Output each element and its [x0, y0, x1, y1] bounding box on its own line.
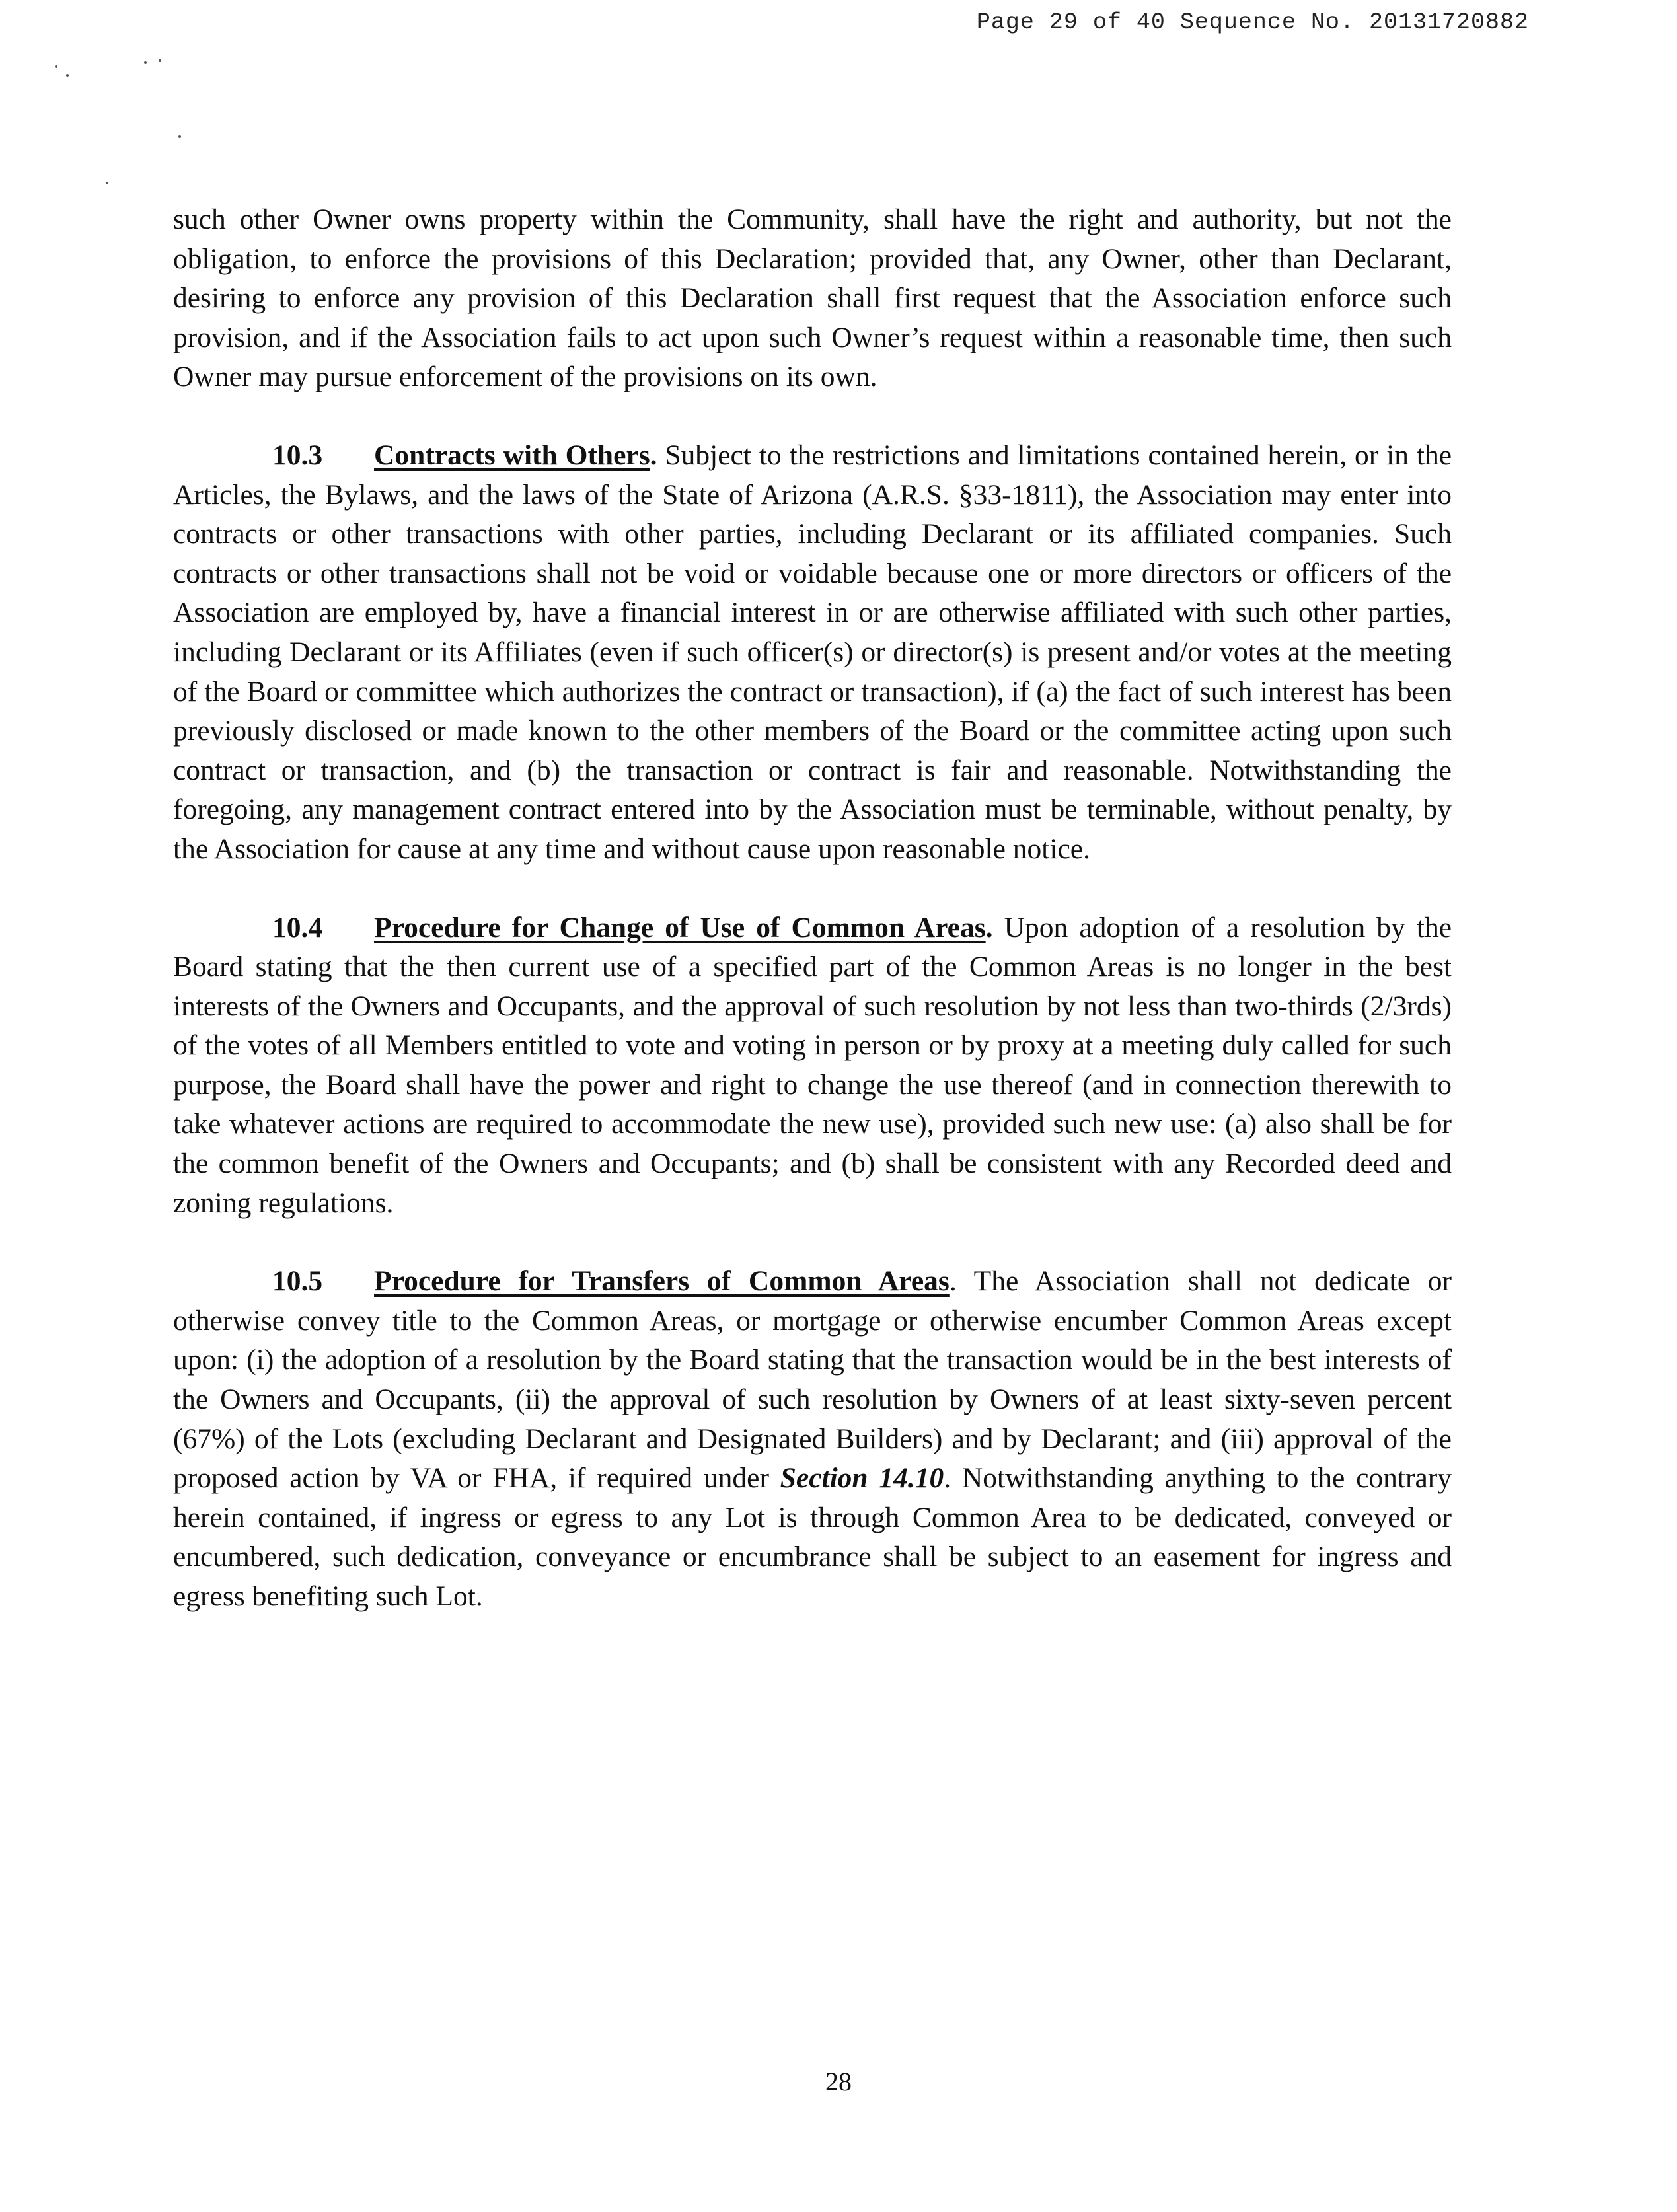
scan-speck	[178, 135, 181, 138]
page-header: Page 29 of 40 Sequence No. 20131720882	[976, 9, 1529, 36]
section-reference: Section 14.10	[780, 1462, 944, 1494]
section-title-period: .	[985, 911, 993, 943]
section-text: . Notwithstanding anything to the contrary herein contained, if ingress or egress to any Lot is through Common Area to be dedicated, conveyed or encumbered, such dedication, conveyance or encumbrance shall be subject to an easement for ingress and egress benefiting such Lot.	[173, 1462, 1452, 1612]
scan-speck	[159, 59, 161, 62]
section-number: 10.5	[272, 1265, 323, 1298]
paragraph-continuation	[173, 200, 1452, 397]
scan-speck	[106, 182, 108, 184]
scan-speck	[66, 74, 69, 77]
paragraph-text: such other Owner owns property within the Community, shall have the right and authority, but not the obligation, to enforce the provisions of this Declaration; provided that, any Owner, other than Declarant, desiring to enforce any provision of this Declaration shall first request that the Association enforce such provision, and if the Association fails to act upon such Owner’s request within a reasonable time, then such Owner may pursue enforcement of the provisions on its own.	[173, 203, 1452, 393]
section-text: Subject to the restrictions and limitations contained herein, or in the Articles, the Bylaws, and the laws of the State of Arizona (A.R.S. §33-1811), the Association may enter into contracts or other transactions with other parties, including Declarant or its affiliated companies. Such contracts or other transactions shall not be void or voidable because one or more directors or officers of the Association are employed by, have a financial interest in or are otherwise affiliated with such other parties, including Declarant or its Affiliates (even if such officer(s) or director(s) is present and/or votes at the meeting of the Board or committee which authorizes the contract or transaction), if (a) the fact of such interest has been previously disclosed or made known to the other members of the Board or the committee acting upon such contract or transaction, and (b) the transaction or contract is fair and reasonable. Notwithstanding the foregoing, any management contract entered into by the Association must be terminable, without penalty, by the Association for cause at any time and without cause upon reasonable notice.	[173, 439, 1452, 865]
section-number: 10.3	[272, 439, 323, 471]
scan-speck	[144, 61, 147, 64]
section-title: Procedure for Transfers of Common Areas	[374, 1265, 950, 1298]
page-number: 28	[825, 2067, 852, 2096]
section-title: Procedure for Change of Use of Common Areas	[374, 911, 986, 943]
section-title-period: .	[949, 1265, 957, 1298]
section-10-5	[173, 1262, 1452, 1616]
section-title-period: .	[650, 439, 657, 471]
section-title: Contracts with Others	[374, 439, 650, 471]
section-number: 10.4	[272, 911, 323, 943]
section-10-3	[173, 436, 1452, 869]
section-text: The Association shall not dedicate or otherwise convey title to the Common Areas, or mortgage or otherwise encumber Common Areas except upon: (i) the adoption of a resolution by the Board stating that the transaction would be in the best interests of the Owners and Occupants, (ii) the approval of such resolution by Owners of at least sixty-seven percent (67%) of the Lots (excluding Declarant and Designated Builders) and by Declarant; and (iii) approval of the proposed action by VA or FHA, if required under	[173, 1265, 1452, 1494]
scan-speck	[55, 65, 57, 68]
section-text: Upon adoption of a resolution by the Board stating that the then current use of a specified part of the Common Areas is no longer in the best interests of the Owners and Occupants, and the approval of such resolution by not less than two-thirds (2/3rds) of the votes of all Members entitled to vote and voting in person or by proxy at a meeting duly called for such purpose, the Board shall have the power and right to change the use thereof (and in connection therewith to take whatever actions are required to accommodate the new use), provided such new use: (a) also shall be for the common benefit of the Owners and Occupants; and (b) shall be consistent with any Recorded deed and zoning regulations.	[173, 911, 1452, 1219]
document-body	[173, 200, 1452, 1656]
section-10-4	[173, 908, 1452, 1224]
